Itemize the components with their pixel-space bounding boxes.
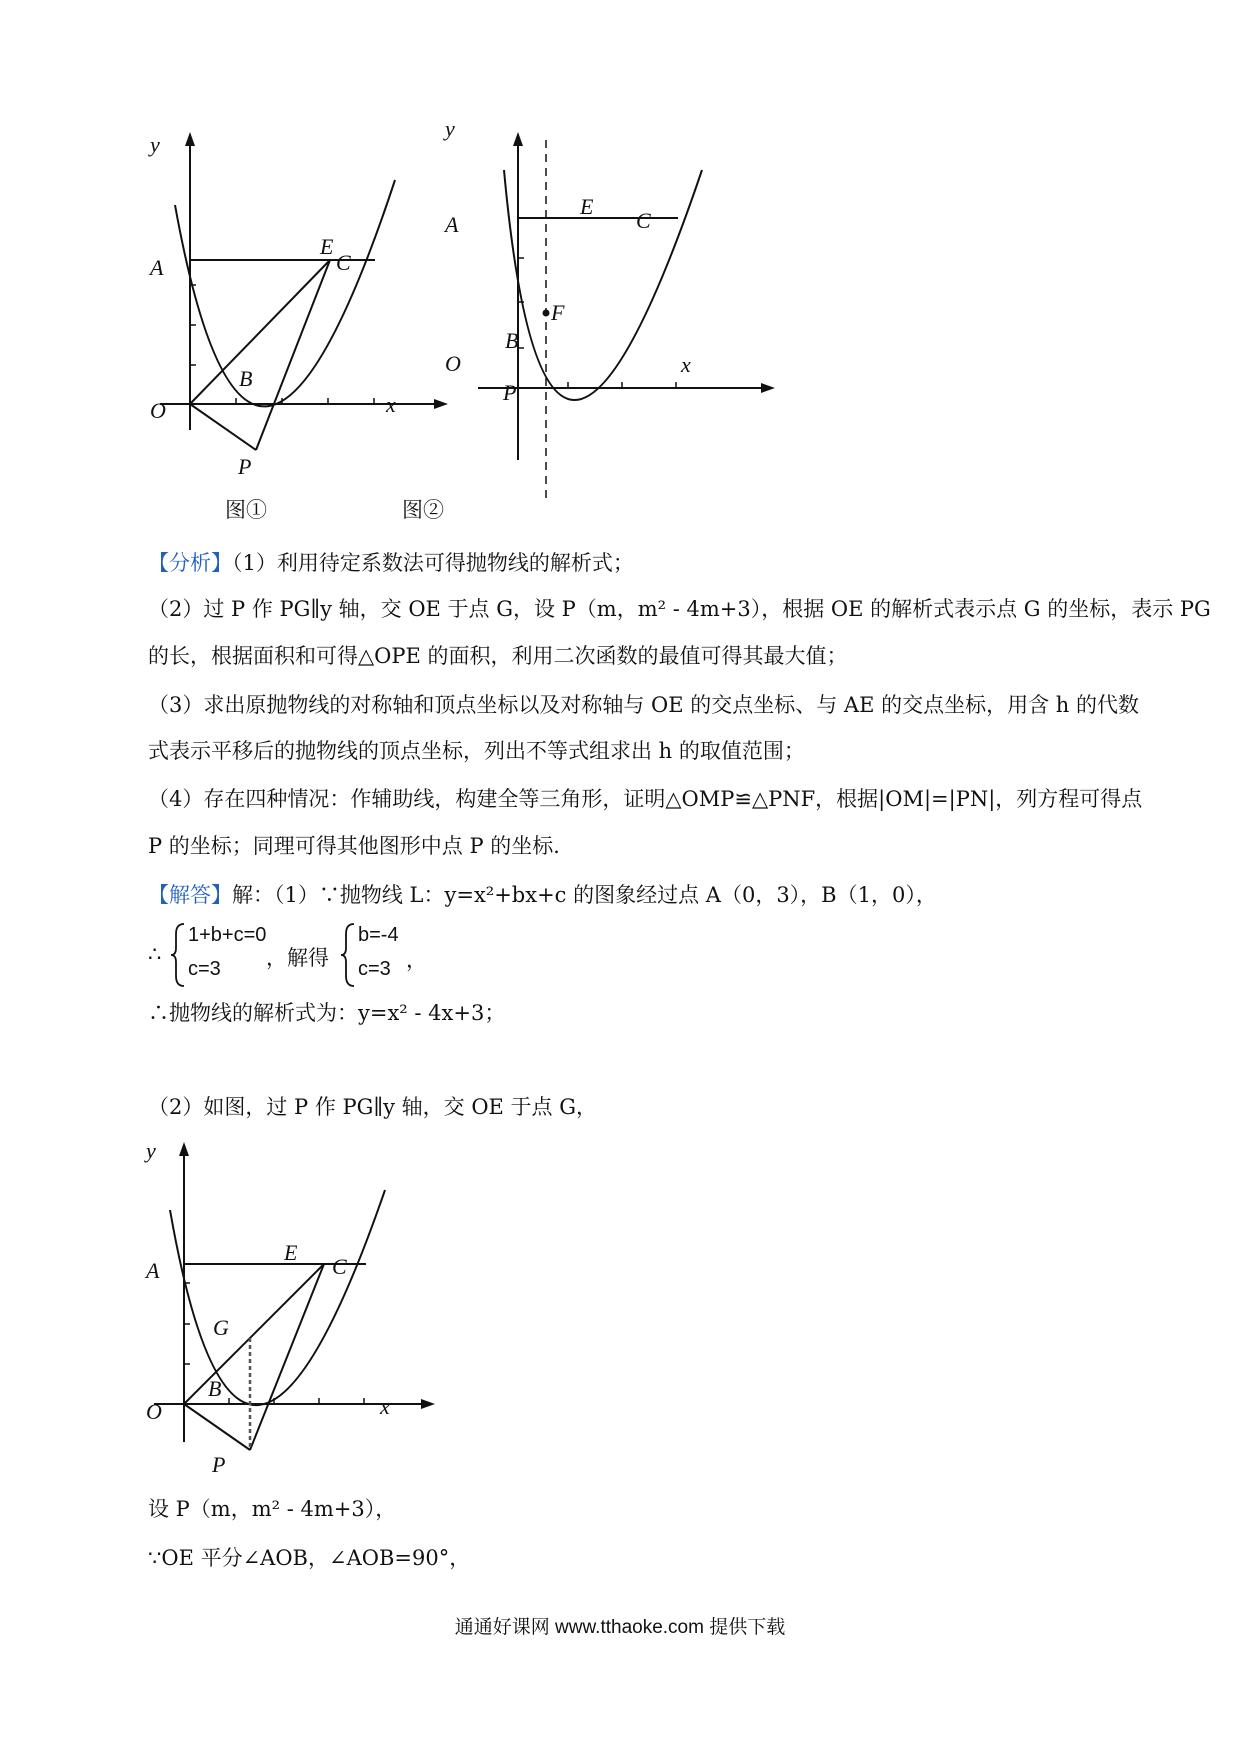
fig1-y-arrow (185, 132, 195, 146)
analysis-line-3b: 式表示平移后的抛物线的顶点坐标，列出不等式组求出 h 的取值范围； (148, 739, 805, 763)
answer-line-1 (148, 880, 1148, 910)
fig3-x-arrow (421, 1399, 435, 1409)
system-2-row-2: c=3 (358, 958, 391, 980)
fig1-label-B: B (239, 366, 253, 391)
fig3-line-OE (184, 1264, 324, 1404)
fig1-label-C: C (336, 250, 351, 275)
fig3-label-A: A (146, 1258, 160, 1283)
fig1-label-y: y (150, 132, 160, 157)
system-2-row-1: b=-4 (358, 924, 399, 946)
analysis-part-1: （1）利用待定系数法可得抛物线的解析式； (232, 551, 634, 575)
analysis-line-1 (148, 548, 1148, 578)
fig3-y-arrow (179, 1142, 189, 1156)
figure-3 (140, 1140, 450, 1480)
answer-result: ∴抛物线的解析式为：y=x² - 4x+3； (148, 1001, 506, 1025)
analysis-line-3a: （3）求出原抛物线的对称轴和顶点坐标以及对称轴与 OE 的交点坐标、与 AE 的交点坐标，用含 h 的代数 (148, 693, 1139, 717)
therefore-symbol: ∴ (148, 942, 162, 966)
fig3-label-C: C (332, 1254, 347, 1279)
left-brace-2 (340, 922, 356, 988)
answer-intro: 解：（1）∵抛物线 L：y=x²+bx+c 的图象经过点 A（0，3），B（1，0）， (232, 883, 937, 907)
fig1-label-A: A (150, 255, 164, 280)
answer-set-P: 设 P（m，m² - 4m+3）， (148, 1497, 397, 1521)
fig3-label-O: O (146, 1399, 162, 1424)
analysis-line-2b: 的长，根据面积和可得△OPE 的面积，利用二次函数的最值可得其最大值； (148, 644, 848, 668)
fig1-label-x: x (386, 392, 396, 417)
fig2-caption: 图② (402, 498, 444, 522)
fig1-parabola (175, 180, 395, 406)
fig1-line-OP (190, 404, 256, 450)
fig2-label-B: B (505, 328, 519, 353)
fig2-label-A: A (445, 212, 459, 237)
fig3-label-B: B (208, 1376, 222, 1401)
fig2-x-arrow (761, 383, 775, 393)
fig2-parabola (504, 170, 702, 400)
fig1-label-O: O (150, 398, 166, 423)
figure-1 (140, 130, 460, 530)
fig1-line-PE (256, 260, 330, 450)
fig2-label-x: x (681, 352, 691, 377)
fig2-label-C: C (636, 208, 651, 233)
fig1-x-arrow (434, 399, 448, 409)
answer-bisect: ∵OE 平分∠AOB，∠AOB=90°， (148, 1546, 471, 1570)
figure-2 (402, 116, 790, 530)
fig2-y-arrow (513, 132, 523, 146)
answer-tag: 【解答】 (148, 883, 232, 907)
analysis-line-2a: （2）过 P 作 PG∥y 轴，交 OE 于点 G，设 P（m，m² - 4m+3），根据 OE 的解析式表示点 G 的坐标，表示 PG (148, 597, 1211, 621)
fig3-label-E: E (284, 1240, 298, 1265)
system-comma: ， (406, 948, 427, 972)
system-1-row-1: 1+b+c=0 (188, 924, 267, 946)
fig3-line-OP (184, 1404, 250, 1450)
page-footer: 通通好课网 www.tthaoke.com 提供下载 (454, 1617, 786, 1638)
analysis-tag: 【分析】 (148, 551, 232, 575)
fig3-label-G: G (213, 1315, 229, 1340)
fig3-label-y: y (146, 1138, 156, 1163)
fig2-label-y: y (445, 116, 455, 141)
answer-part-2: （2）如图，过 P 作 PG∥y 轴，交 OE 于点 G， (148, 1095, 598, 1119)
system-1-row-2: c=3 (188, 958, 221, 980)
fig3-parabola (170, 1190, 385, 1405)
fig2-label-E: E (580, 194, 594, 219)
fig2-label-O: O (445, 351, 461, 376)
analysis-line-4a: （4）存在四种情况：作辅助线，构建全等三角形，证明△OMP≌△PNF，根据|OM|=|PN|，列方程可得点 (148, 787, 1143, 811)
fig2-point-F (543, 310, 550, 317)
left-brace-1 (170, 922, 186, 988)
fig3-label-x: x (380, 1394, 390, 1419)
fig1-label-P: P (238, 454, 252, 479)
fig2-label-F: F (551, 300, 565, 325)
fig1-caption: 图① (225, 498, 267, 522)
fig2-label-P: P (503, 380, 517, 405)
fig1-line-OE (190, 260, 330, 404)
fig1-label-E: E (320, 234, 334, 259)
analysis-line-4b: P 的坐标；同理可得其他图形中点 P 的坐标． (148, 834, 575, 858)
fig3-label-P: P (212, 1452, 226, 1477)
solve-word: ，解得 (266, 946, 329, 970)
